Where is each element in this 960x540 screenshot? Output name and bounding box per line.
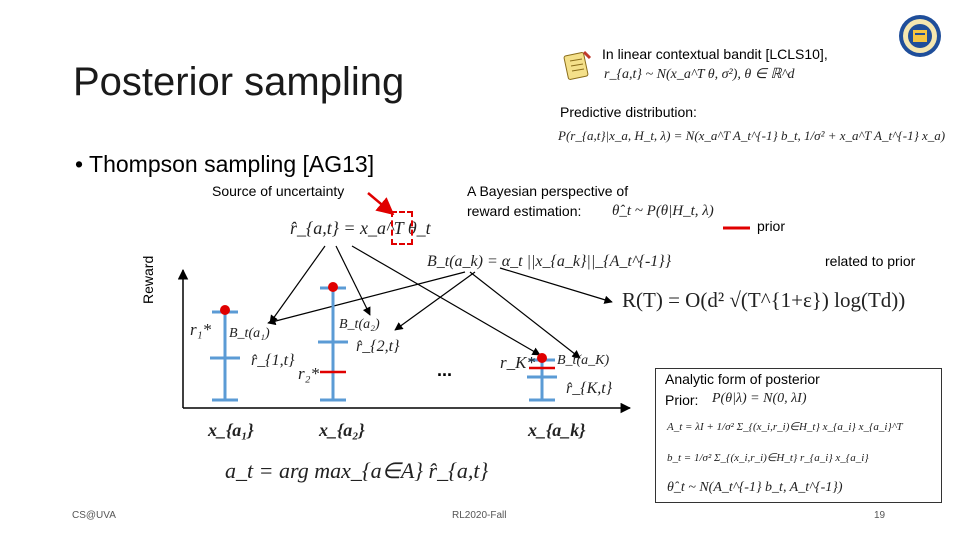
arm-1-true-reward (220, 305, 230, 315)
posterior-box-A-eq: A_t = λI + 1/σ² Σ_{(x_i,r_i)∈H_t} x_{a_i} x_{a_i}^T (667, 421, 903, 433)
predictive-label: Predictive distribution: (560, 104, 697, 120)
arm-k-bound-label: B_t(a_K) (557, 353, 610, 368)
predictive-equation: P(r_{a,t}|x_a, H_t, λ) = N(x_a^T A_t^{-1} b_t, 1/σ² + x_a^T A_t^{-1} x_a) (558, 128, 946, 143)
linear-bandit-note: In linear contextual bandit [LCLS10], (602, 46, 828, 62)
prior-label: prior (757, 218, 786, 234)
posterior-box-theta-eq: θ̂_t ~ N(A_t^{-1} b_t, A_t^{-1}) (667, 480, 843, 495)
uncertainty-arrow (368, 193, 393, 214)
y-axis-label: Reward (140, 255, 156, 304)
arm-2-error-bar (318, 288, 348, 400)
arm-1-bound-label: B_t(a₁) (229, 326, 270, 341)
arm-k-estimate-label: r̂_{K,t} (566, 380, 613, 397)
posterior-box-prior-label: Prior: (665, 392, 699, 408)
bullet-thompson-sampling: • Thompson sampling [AG13] (75, 151, 375, 177)
arm-1-estimate-label: r̂_{1,t} (251, 352, 295, 369)
arm-2-estimate-label: r̂_{2,t} (356, 338, 400, 355)
arms-ellipsis: ... (437, 360, 453, 380)
arm-2-true-reward (328, 282, 338, 292)
posterior-box-heading: Analytic form of posterior (665, 371, 820, 387)
bound-arrow-2 (395, 272, 475, 330)
arrow-to-arm1 (270, 246, 325, 323)
reward-estimate-equation: r̂_{a,t} = x_a^T θ_t (290, 218, 431, 238)
bayesian-perspective-line1: A Bayesian perspective of (467, 183, 629, 199)
regret-arrow (500, 268, 612, 302)
model-equation: r_{a,t} ~ N(x_a^T θ, σ²), θ ∈ ℝ^d (604, 67, 795, 82)
slide-title: Posterior sampling (73, 60, 405, 104)
arm-2-context-label: x_{a₂} (319, 420, 365, 440)
footer-left: CS@UVA (72, 510, 116, 521)
arm-k-true-reward (537, 353, 547, 363)
arm-1-context-label: x_{a₁} (208, 420, 254, 440)
arm-1-true-reward-label: r₁* (190, 320, 212, 339)
bound-arrow-1 (268, 272, 465, 323)
bayesian-perspective-line2: reward estimation: (467, 203, 582, 219)
arm-k-true-reward-label: r_K* (500, 353, 535, 372)
bayesian-equation: θ̂_t ~ P(θ|H_t, λ) (612, 203, 714, 219)
bound-arrow-K (470, 272, 580, 358)
source-of-uncertainty-label: Source of uncertainty (212, 183, 345, 199)
page-number: 19 (874, 510, 886, 521)
posterior-box-prior-eq: P(θ|λ) = N(0, λI) (712, 391, 807, 406)
arm-2-true-reward-label: r₂* (298, 364, 320, 383)
arm-k-context-label: x_{a_k} (528, 420, 586, 440)
confidence-bound-equation: B_t(a_k) = α_t ||x_{a_k}||_{A_t^{-1}} (427, 253, 672, 270)
arm-2-bound-label: B_t(a₂) (339, 317, 380, 332)
related-to-prior-label: related to prior (825, 253, 916, 269)
posterior-box-b-eq: b_t = 1/σ² Σ_{(x_i,r_i)∈H_t} r_{a_i} x_{a_i} (667, 452, 869, 464)
footer-center: RL2020-Fall (452, 510, 507, 521)
argmax-equation: a_t = arg max_{a∈A} r̂_{a,t} (225, 458, 489, 483)
regret-bound-equation: R(T) = O(d² √(T^{1+ε}) log(Td)) (622, 288, 906, 312)
